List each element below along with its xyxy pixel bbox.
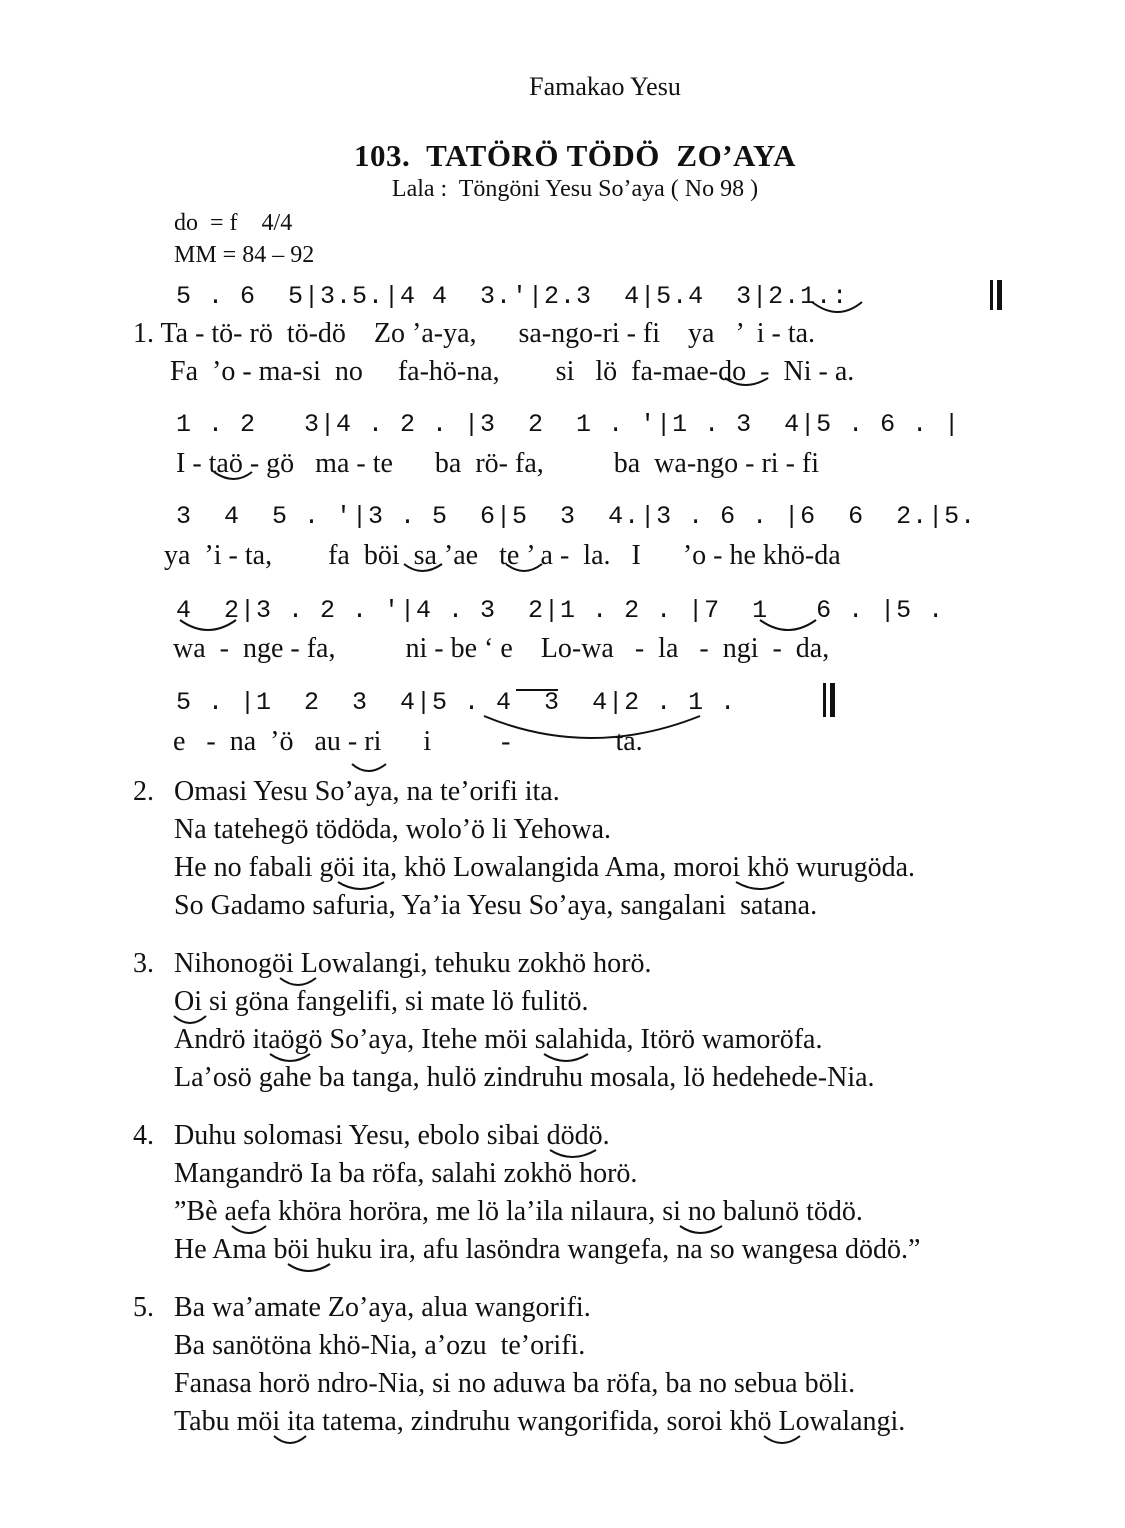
verse-2-line-3: He no fabali göi ita, khö Lowalangida Ama, moroi khö wurugöda. [174,852,916,883]
notes-system-1: 5 . 6 5|3.5.|4 4 3.'|2.3 4|5.4 3|2.1.: [176,282,849,311]
verse-3-line-1: Nihonogöi Lowalangi, tehuku zokhö horö. [174,948,652,979]
notes-system-3: 3 4 5 . '|3 . 5 6|5 3 4.|3 . 6 . |6 6 2.|5. [176,502,977,531]
verse-3-line-2: Oi si göna fangelifi, si mate lö fulitö. [174,986,589,1017]
hymn-title: 103. TATÖRÖ TÖDÖ ZO’AYA [353,138,796,173]
lyrics-system-1-line-2: Fa ’o - ma-si no fa-hö-na, si lö fa-mae-do - Ni - a. [170,356,855,387]
verse-number-2: 2. [133,776,154,807]
verse-4-line-3: ”Bè aefa khöra horöra, me lö la’ila nilaura, si no balunö tödö. [174,1196,863,1227]
verse-2-line-1: Omasi Yesu So’aya, na te’orifi ita. [174,776,560,807]
verse-5-line-4: Tabu möi ita tatema, zindruhu wangorifida, soroi khö Lowalangi. [174,1406,906,1437]
verse-4-line-2: Mangandrö Ia ba röfa, salahi zokhö horö. [174,1158,638,1189]
verse-5-line-3: Fanasa horö ndro-Nia, si no aduwa ba röfa, ba no sebua böli. [174,1368,856,1399]
verse-3-line-4: La’osö gahe ba tanga, hulö zindruhu mosala, lö hedehede-Nia. [174,1062,875,1093]
lyrics-system-2: I - taö - gö ma - te ba rö- fa, ba wa-ngo - ri - fi [176,448,820,479]
verse-2-line-2: Na tatehegö tödöda, wolo’ö li Yehowa. [174,814,612,845]
lyrics-system-5: e - na ’ö au - ri i - ta. [173,726,643,757]
verse-number-3: 3. [133,948,154,979]
verse-2-line-4: So Gadamo safuria, Ya’ia Yesu So’aya, sangalani satana. [174,890,818,921]
lyrics-system-4: wa - nge - fa, ni - be ‘ e Lo-wa - la - ngi - da, [173,633,830,664]
notes-system-4: 4 2|3 . 2 . '|4 . 3 2|1 . 2 . |7 1 6 . |5 . [176,596,945,625]
verse-5-line-1: Ba wa’amate Zo’aya, alua wangorifi. [174,1292,591,1323]
tempo-marking: MM = 84 – 92 [174,242,315,268]
lyrics-system-3: ya ’i - ta, fa böi sa ’ae te ’ a - la. I ’o - he khö-da [164,540,841,571]
verse-3-line-3: Andrö itaögö So’aya, Itehe möi salahida, Itörö wamoröfa. [174,1024,823,1055]
verse-4-line-4: He Ama böi huku ira, afu lasöndra wangefa, na so wangesa dödö.” [174,1234,921,1265]
notes-system-2: 1 . 2 3|4 . 2 . |3 2 1 . '|1 . 3 4|5 . 6 . | [176,410,961,439]
verse-5-line-2: Ba sanötöna khö-Nia, a’ozu te’orifi. [174,1330,586,1361]
lyrics-system-1-line-1: 1. Ta - tö- rö tö-dö Zo ’a-ya, sa-ngo-ri - fi ya ’ i - ta. [133,318,816,349]
verse-number-4: 4. [133,1120,154,1151]
key-signature: do = f 4/4 [174,210,293,236]
notes-system-5: 5 . |1 2 3 4|5 . 4 3 4|2 . 1 . [176,688,737,717]
verse-number-5: 5. [133,1292,154,1323]
hymn-tune: Lala : Töngöni Yesu So’aya ( No 98 ) [391,176,759,202]
verse-4-line-1: Duhu solomasi Yesu, ebolo sibai dödö. [174,1120,610,1151]
page-header: Famakao Yesu [529,72,681,101]
